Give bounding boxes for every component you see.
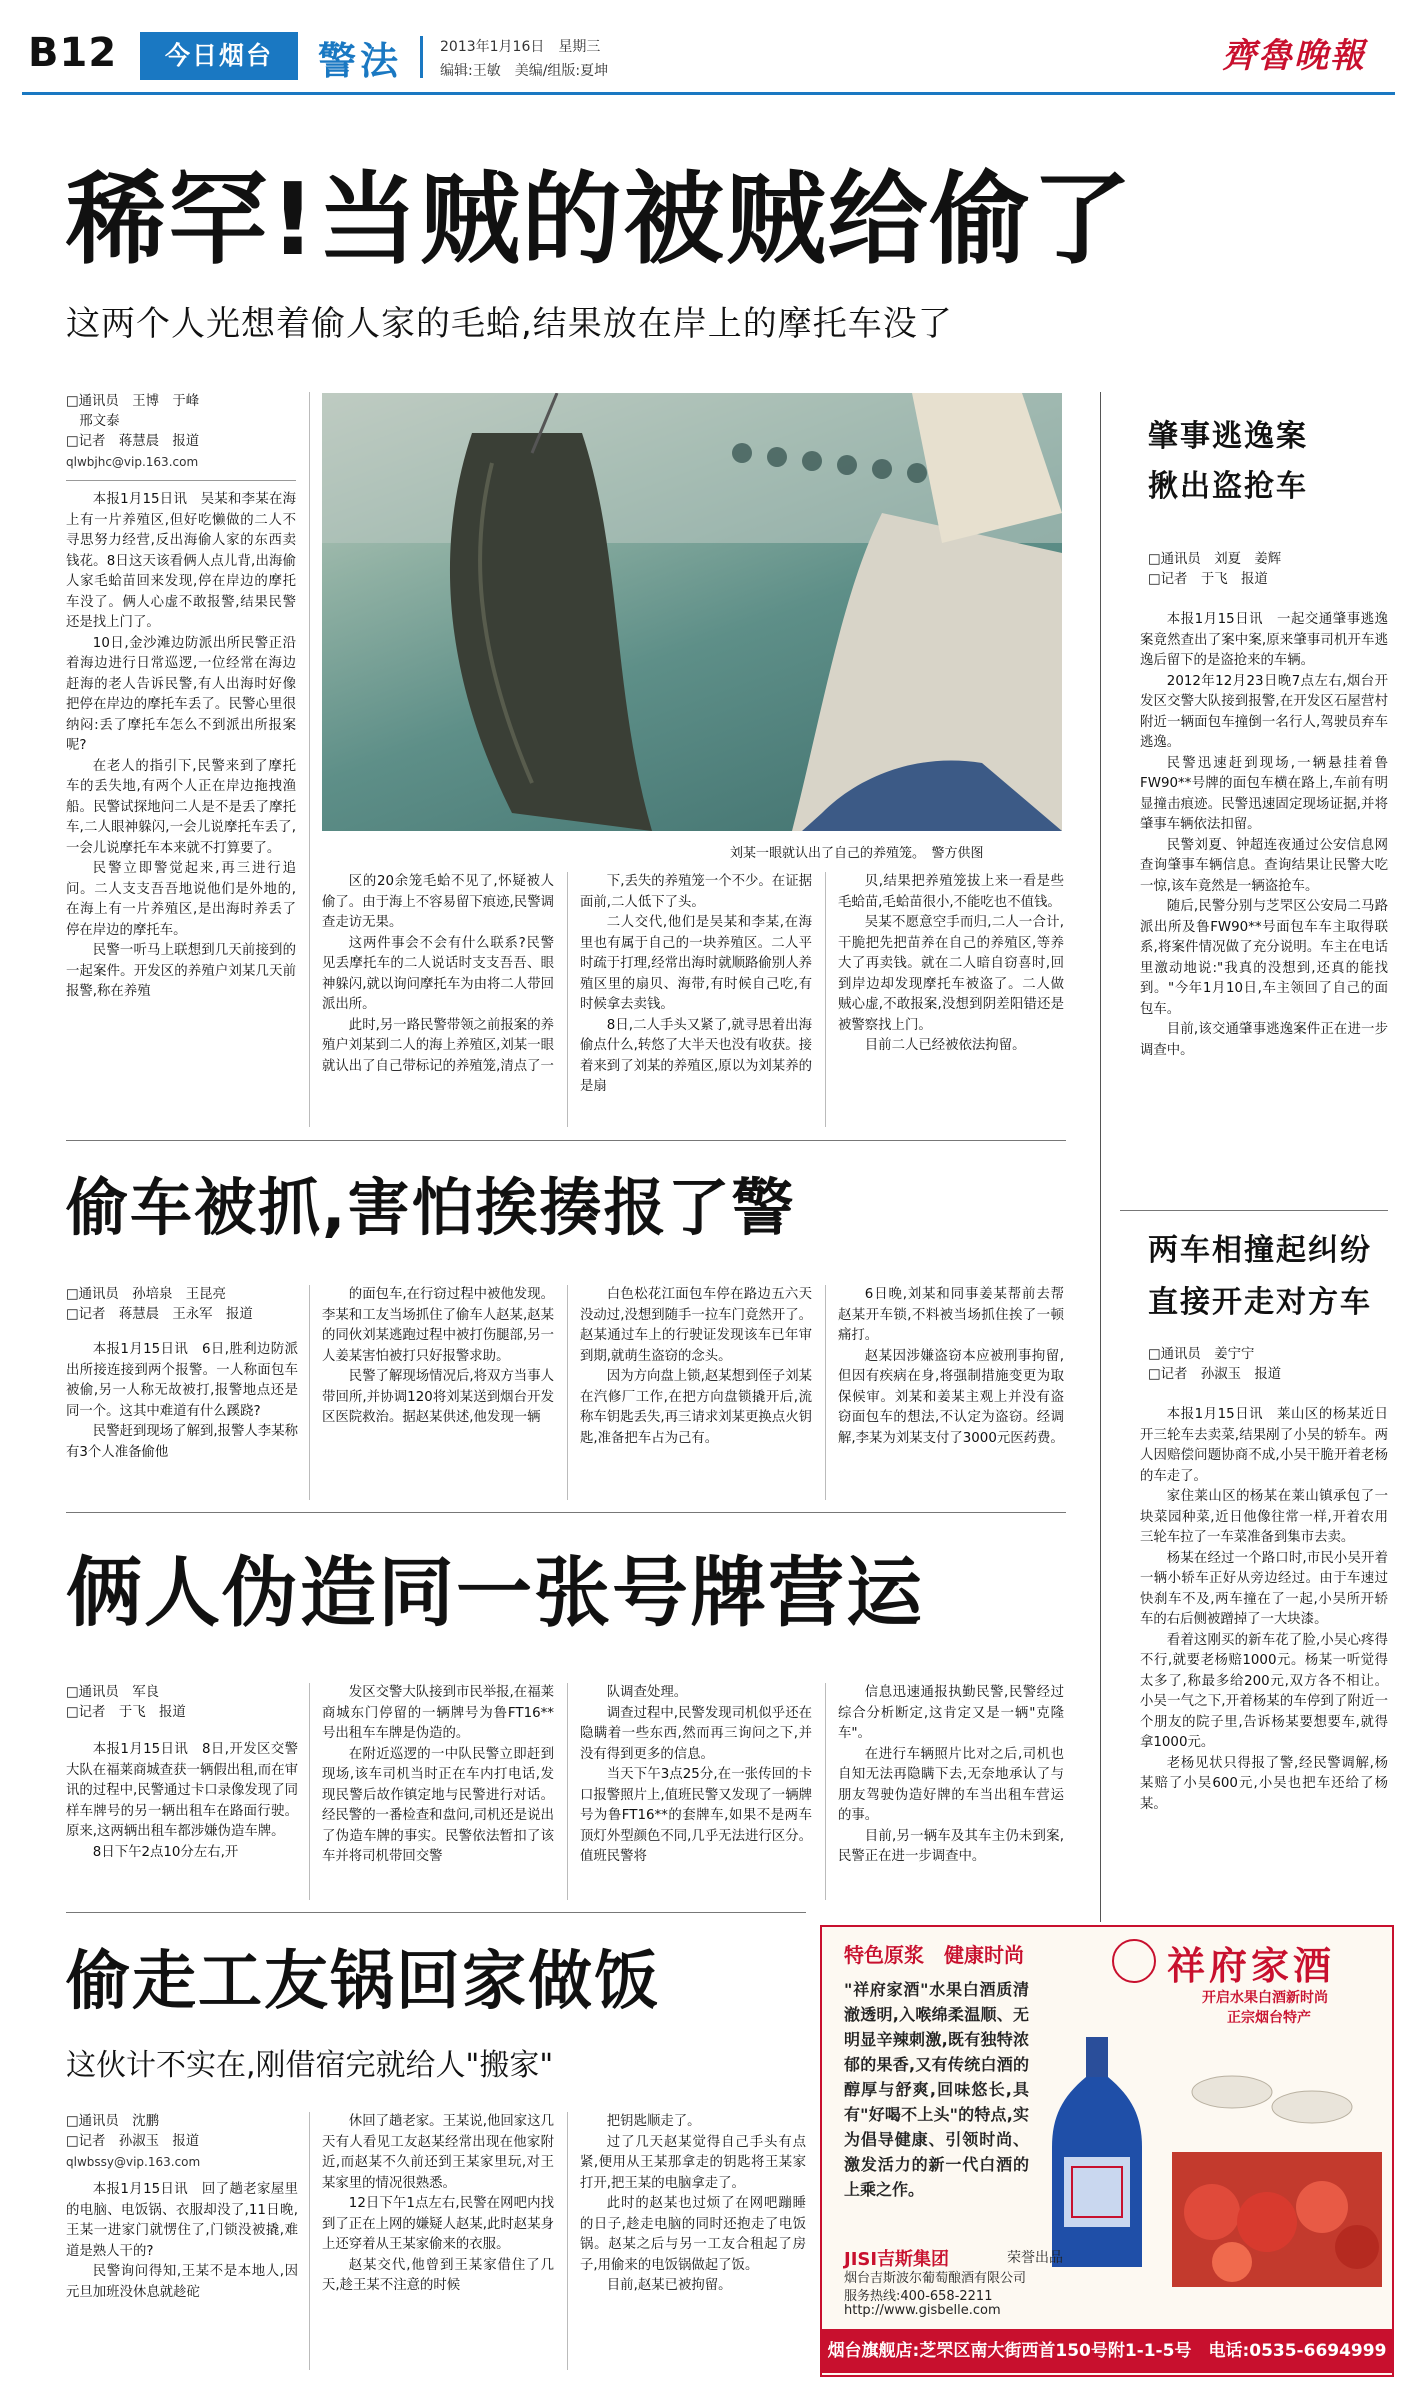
paragraph: 目前,赵某已被拘留。 [606,2278,732,2293]
ad-tagline: 特色原浆 健康时尚 [844,1943,1024,1967]
paragraph: 民警一听马上联想到几天前接到的一起案件。开发区的养殖户刘某几天前报警,称在养殖 [66,943,296,999]
paragraph: 本报1月15日讯 一起交通肇事逃逸案竟然查出了案中案,原来肇事司机开车逃逸后留下的是盗抢来的车辆。 [1140,612,1388,668]
col-sep [309,392,310,1127]
paragraph: 民警询问得知,王某不是本地人,因元旦加班没休息就趁砣 [66,2264,298,2300]
paragraph: 休回了趟老家。王某说,他回家这几天有人看见工友赵某经常出现在他家附近,而赵某不久前还到王某家里玩,对王某家里的情况很熟悉。 [322,2114,554,2191]
lead-column-1 [66,490,296,1125]
paragraph: 吴某不愿意空手而归,二人一合计,干脆把先把苗养在自己的养殖区,等养大了再卖钱。就在二人暗自窃喜时,回到岸边却发现摩托车被盗了。二人做贼心虚,不敢报案,没想到阴差阳错还是被警察找上门。 [838,915,1064,1033]
side1-byline-1: □通讯员 刘夏 姜辉 [1148,552,1282,567]
ad-url: http://www.gisbelle.com [844,2303,1001,2318]
col-sep [309,1683,310,1900]
story4-column-2 [322,2112,554,2370]
paragraph: 本报1月15日讯 莱山区的杨某近日开三轮车去卖菜,结果剐了小吴的轿车。两人因赔偿问题协商不成,小吴干脆开着老杨的车走了。 [1140,1407,1388,1484]
side1-title-line2: 揪出盗抢车 [1148,469,1308,504]
ad-footer-bar: 烟台旗舰店:芝罘区南大街西首150号附1-1-5号 电话:0535-6694999 [822,2329,1392,2373]
story2-column-3 [580,1285,812,1500]
paragraph: 2012年12月23日晚7点左右,烟台开发区交警大队接到报警,在开发区石屋营村附近一辆面包车撞倒一名行人,驾驶员弃车逃逸。 [1140,673,1388,750]
paragraph: 杨某在经过一个路口时,市民小吴开着一辆小轿车正好从旁边经过。由于车速过快刹车不及,两车撞在了一起,小吴所开轿车的右后侧被蹭掉了一大块漆。 [1140,1550,1388,1627]
col-sep [567,1683,568,1900]
paragraph: 民警立即警觉起来,再三进行追问。二人支支吾吾地说他们是外地的,在海上有一片养殖区,是出海时养丢了停在岸边的摩托车。 [66,861,296,938]
paragraph: 赵某因涉嫌盗窃本应被刑事拘留,但因有疾病在身,将强制措施变更为取保候审。刘某和姜某主观上并没有盗窃面包车的想法,不认定为盗窃。经调解,李某为刘某支付了3000元医药费。 [838,1348,1064,1446]
paragraph: 本报1月15日讯 吴某和李某在海上有一片养殖区,但好吃懒做的二人不寻思努力经营,反出海偷人家的东西卖钱花。8日这天该看俩人点儿背,出海偷人家毛蛤苗回来发现,停在岸边的摩托车没了。俩人心虚不敢报警,结果民警还是找上门了。 [66,492,296,630]
ad-brand-sub2: 正宗烟台特产 [1227,2010,1311,2026]
story-rule [66,1140,1066,1141]
story4-byline-1: □通讯员 沈鹏 [66,2114,159,2129]
paragraph: 此时,另一路民警带领之前报案的养殖户刘某到二人的海上养殖区,刘某一眼就认出了自己带标记的养殖笼,清点了一 [322,1017,554,1074]
paragraph: 白色松花江面包车停在路边五六天没动过,没想到随手一拉车门竟然开了。赵某通过车上的行驶证发现该车已年审到期,就萌生盗窃的念头。 [580,1287,812,1364]
ad-hotline: 服务热线:400-658-2211 [844,2289,993,2304]
story4-headline: 偷走工友锅回家做饭 [66,1945,660,2019]
lead-subheadline: 这两个人光想着偷人家的毛蛤,结果放在岸上的摩托车没了 [66,304,953,344]
side2-byline-1: □通讯员 姜宁宁 [1148,1347,1255,1362]
paragraph: 随后,民警分别与芝罘区公安局二马路派出所及鲁FW90**号面包车车主取得联系,将案件情况做了充分说明。车主在电话里激动地说:"我真的没想到,还真的能找到。"今年1月10日,车主领回了自己的面包车。 [1140,899,1388,1017]
paragraph: 本报1月15日讯 回了趟老家屋里的电脑、电饭锅、衣服却没了,11日晚,王某一进家门就愣住了,门锁没被撬,难道是熟人干的? [66,2182,298,2259]
story2-column-4 [838,1285,1064,1500]
ad-brand-seal [1112,1939,1156,1983]
paragraph: 在附近巡逻的一中队民警立即赶到现场,该车司机当时正在车内打电话,发现民警后故作镇定地与民警进行对话。经民警的一番检查和盘问,司机还是说出了伪造车牌的事实。民警依法暂扣了该车并将司机带回交警 [322,1746,554,1864]
story3-column-4 [838,1683,1064,1900]
paragraph: 6日晚,刘某和同事姜某帮前去帮赵某开车锁,不料被当场抓住挨了一顿痛打。 [838,1287,1064,1343]
editor-credits: 编辑:王敏 美编/组版:夏坤 [440,63,609,79]
column-name: 警法 [318,39,403,83]
ad-fruit-image [1172,2152,1382,2287]
side1-byline-2: □记者 于飞 报道 [1148,572,1268,587]
paragraph: 老杨见状只得报了警,经民警调解,杨某赔了小吴600元,小吴也把车还给了杨某。 [1140,1755,1388,1812]
ad-body: "祥府家酒"水果白酒质清澈透明,入喉绵柔温顺、无明显辛辣刺激,既有独特浓郁的果香,又有传统白酒的醇厚与舒爽,回味悠长,具有"好喝不上头"的特点,实为倡导健康、引领时尚、激发活力的新一代白酒的上乘之作。 [844,1980,1029,2199]
story3-byline-2: □记者 于飞 报道 [66,1705,186,1720]
side1-body [1140,610,1388,1196]
col-sep [309,2112,310,2370]
paragraph: 贝,结果把养殖笼拔上来一看是些毛蛤苗,毛蛤苗很小,不能吃也不值钱。 [838,874,1064,910]
col-sep [825,1285,826,1500]
story2-headline: 偷车被抓,害怕挨揍报了警 [66,1171,796,1244]
issue-date: 2013年1月16日 星期三 [440,39,601,55]
lead-byline-2: 邢文泰 [66,414,120,429]
story2-byline-2: □记者 蒋慧晨 王永军 报道 [66,1307,253,1322]
header-rule [22,92,1395,95]
paragraph: 看着这刚买的新车花了脸,小吴心疼得不行,就要老杨赔1000元。杨某一听觉得太多了,称最多给200元,双方各不相让。小吴一气之下,开着杨某的车停到了附近一个朋友的院子里,告诉杨某要想要车,就得拿1000元。 [1140,1632,1388,1750]
paragraph: 10日,金沙滩边防派出所民警正沿着海边进行日常巡逻,一位经常在海边赶海的老人告诉民警,有人出海时好像把停在岸边的摩托车丢了。民警心里很纳闷:丢了摩托车怎么不到派出所报案呢? [66,635,296,753]
side2-body [1140,1405,1388,1913]
sidebar-rule [1100,392,1101,1922]
paragraph: 8日下午2点10分左右,开 [92,1844,239,1860]
col-sep [309,1285,310,1500]
ad-brand-sub1: 开启水果白酒新时尚 [1202,1990,1328,2006]
paragraph: 目前二人已经被依法拘留。 [864,1038,1026,1053]
ad-honor: 荣誉出品 [1007,2250,1063,2266]
paragraph: 12日下午1点左右,民警在网吧内找到了正在上网的嫌疑人赵某,此时赵某身上还穿着从王某家偷来的衣服。 [322,2196,554,2252]
story-rule [66,1912,806,1913]
paragraph: 8日,二人手头又紧了,就寻思着出海偷点什么,转悠了大半天也没有收获。接着来到了刘某的养殖区,原以为刘某养的是扇 [580,1017,812,1094]
paragraph: 过了几天赵某觉得自己手头有点紧,便用从王某那拿走的钥匙将王某家打开,把王某的电脑拿走了。 [580,2134,806,2191]
lead-headline: 稀罕!当贼的被贼给偷了 [66,161,1134,278]
section-badge: 今日烟台 [140,32,298,80]
side1-title-line1: 肇事逃逸案 [1148,419,1308,454]
paragraph: 当天下午3点25分,在一张传回的卡口报警照片上,值班民警又发现了一辆牌号为鲁FT16**的套牌车,如果不是两车顶灯外型颜色不同,几乎无法进行区分。值班民警将 [580,1767,812,1864]
story-rule [66,1512,1066,1513]
advertisement [820,1925,1394,2377]
paragraph: 这两件事会不会有什么联系?民警见丢摩托车的二人说话时支支吾吾、眼神躲闪,就以询问摩托车为由将二人带回派出所。 [322,935,554,1012]
story4-byline-2: □记者 孙淑玉 报道 [66,2134,200,2149]
paragraph: 队调查处理。 [606,1685,688,1700]
col-sep [567,1285,568,1500]
paragraph: 在老人的指引下,民警来到了摩托车的丢失地,有两个人正在岸边拖拽渔船。民警试探地问二人是不是丢了摩托车,二人眼神躲闪,一会儿说摩托车丢了,一会儿说摩托车本来就不打算要了。 [66,758,296,856]
paragraph: 区的20余笼毛蛤不见了,怀疑被人偷了。由于海上不容易留下痕迹,民警调查走访无果。 [322,874,554,930]
lead-byline-rule [66,480,296,481]
lead-column-4 [838,872,1064,1125]
story3-column-2 [322,1683,554,1900]
story4-column-3 [580,2112,806,2370]
paragraph: 在进行车辆照片比对之后,司机也自知无法再隐瞒下去,无奈地承认了与朋友驾驶伪造好牌的车当出租车营运的事。 [838,1746,1064,1823]
paragraph: 民警赶到现场了解到,报警人李某称有3个人准备偷他 [66,1424,298,1460]
paragraph: 赵某交代,他曾到王某家借住了几天,趁王某不注意的时候 [322,2257,554,2293]
paragraph: 因为方向盘上锁,赵某想到侄子刘某在汽修厂工作,在把方向盘锁撬开后,流称车钥匙丢失,再三请求刘某更换点火钥匙,准备把车占为己有。 [580,1369,812,1446]
paragraph: 下,丢失的养殖笼一个不少。在证据面前,二人低下了头。 [580,874,812,910]
story3-column-1 [66,1740,298,1900]
paragraph: 本报1月15日讯 6日,胜利边防派出所接连接到两个报警。一人称面包车被偷,另一人称无故被打,报警地点还是同一个。这其中难道有什么蹊跷? [66,1342,298,1419]
side2-title-line2: 直接开走对方车 [1148,1285,1372,1320]
paragraph: 调查过程中,民警发现司机似乎还在隐瞒着一些东西,然而再三询问之下,并没有得到更多的信息。 [580,1705,812,1762]
ad-company-logo: JISI吉斯集团 [844,2249,950,2270]
lead-byline-3: □记者 蒋慧晨 报道 [66,434,200,449]
lead-byline-1: □通讯员 王博 于峰 [66,394,200,409]
lead-column-3 [580,872,812,1125]
story4-subheadline: 这伙计不实在,刚借宿完就给人"搬家" [66,2048,554,2083]
paragraph: 目前,另一辆车及其车主仍未到案,民警正在进一步调查中。 [838,1828,1064,1864]
paragraph: 的面包车,在行窃过程中被他发现。李某和工友当场抓住了偷车人赵某,赵某的同伙刘某逃跑过程中被打伤腿部,另一人姜某害怕被打只好报警求助。 [322,1287,554,1364]
paragraph: 把钥匙顺走了。 [606,2114,701,2129]
story4-column-1 [66,2180,298,2370]
lead-photo-caption: 刘某一眼就认出了自己的养殖笼。 警方供图 [730,846,984,861]
story2-column-2 [322,1285,554,1500]
col-sep [825,1683,826,1900]
col-sep [825,872,826,1127]
story2-column-1 [66,1340,298,1500]
lead-photo [322,393,1062,831]
ad-brand: 祥府家酒 [1167,1943,1336,1988]
header-divider [420,36,423,78]
col-sep [567,872,568,1127]
paragraph: 发区交警大队接到市民举报,在福莱商城东门停留的一辆牌号为鲁FT16**号出租车车牌是伪造的。 [322,1685,554,1741]
story3-column-3 [580,1683,812,1900]
paragraph: 本报1月15日讯 8日,开发区交警大队在福莱商城查获一辆假出租,而在审讯的过程中,民警通过卡口录像发现了同样车牌号的另一辆出租车在路面行驶。原来,这两辆出租车都涉嫌伪造车牌。 [66,1742,298,1839]
side2-title-line1: 两车相撞起纠纷 [1148,1233,1372,1268]
story3-headline: 俩人伪造同一张号牌营运 [66,1548,924,1637]
paragraph: 目前,该交通肇事逃逸案件正在进一步调查中。 [1140,1022,1388,1058]
paragraph: 此时的赵某也过烦了在网吧蹦睡的日子,趁走电脑的同时还抱走了电饭锅。赵某之后与另一工友合租起了房子,用偷来的电饭锅做起了饭。 [580,2196,806,2273]
paragraph: 民警迅速赶到现场,一辆悬挂着鲁FW90**号牌的面包车横在路上,车前有明显撞击痕迹。民警迅速固定现场证据,并将肇事车辆依法扣留。 [1140,755,1388,832]
side2-byline-2: □记者 孙淑玉 报道 [1148,1367,1282,1382]
col-sep [567,2112,568,2370]
photo-illustration [322,393,1062,831]
paragraph: 家住莱山区的杨某在莱山镇承包了一块菜园种菜,近日他像往常一样,开着农用三轮车拉了一车菜准备到集市去卖。 [1140,1489,1388,1545]
ad-company: 烟台吉斯波尔葡萄酿酒有限公司 [844,2271,1027,2286]
sidebar-divider [1120,1210,1388,1211]
newspaper-masthead: 齊魯晚報 [1222,36,1366,76]
ad-bottle-image [1042,2037,1152,2277]
story4-email: qlwbssy@vip.163.com [66,2155,201,2169]
paragraph: 信息迅速通报执勤民警,民警经过综合分析断定,这肯定又是一辆"克隆车"。 [838,1685,1064,1741]
story2-byline-1: □通讯员 孙培泉 王昆亮 [66,1287,226,1302]
paragraph: 二人交代,他们是吴某和李某,在海里也有属于自己的一块养殖区。二人平时疏于打理,经常出海时就顺路偷别人养殖区里的扇贝、海带,有时候自己吃,有时候拿去卖钱。 [580,915,812,1012]
ad-glasses-image [1172,2052,1372,2152]
lead-email: qlwbjhc@vip.163.com [66,455,199,469]
page-number: B12 [28,30,118,76]
lead-column-2 [322,872,554,1125]
paragraph: 民警刘夏、钟超连夜通过公安信息网查询肇事车辆信息。查询结果让民警大吃一惊,该车竟然是一辆盗抢车。 [1140,837,1388,894]
story3-byline-1: □通讯员 军良 [66,1685,159,1700]
paragraph: 民警了解现场情况后,将双方当事人带回所,并协调120将刘某送到烟台开发区医院救治。据赵某供述,他发现一辆 [322,1369,554,1425]
